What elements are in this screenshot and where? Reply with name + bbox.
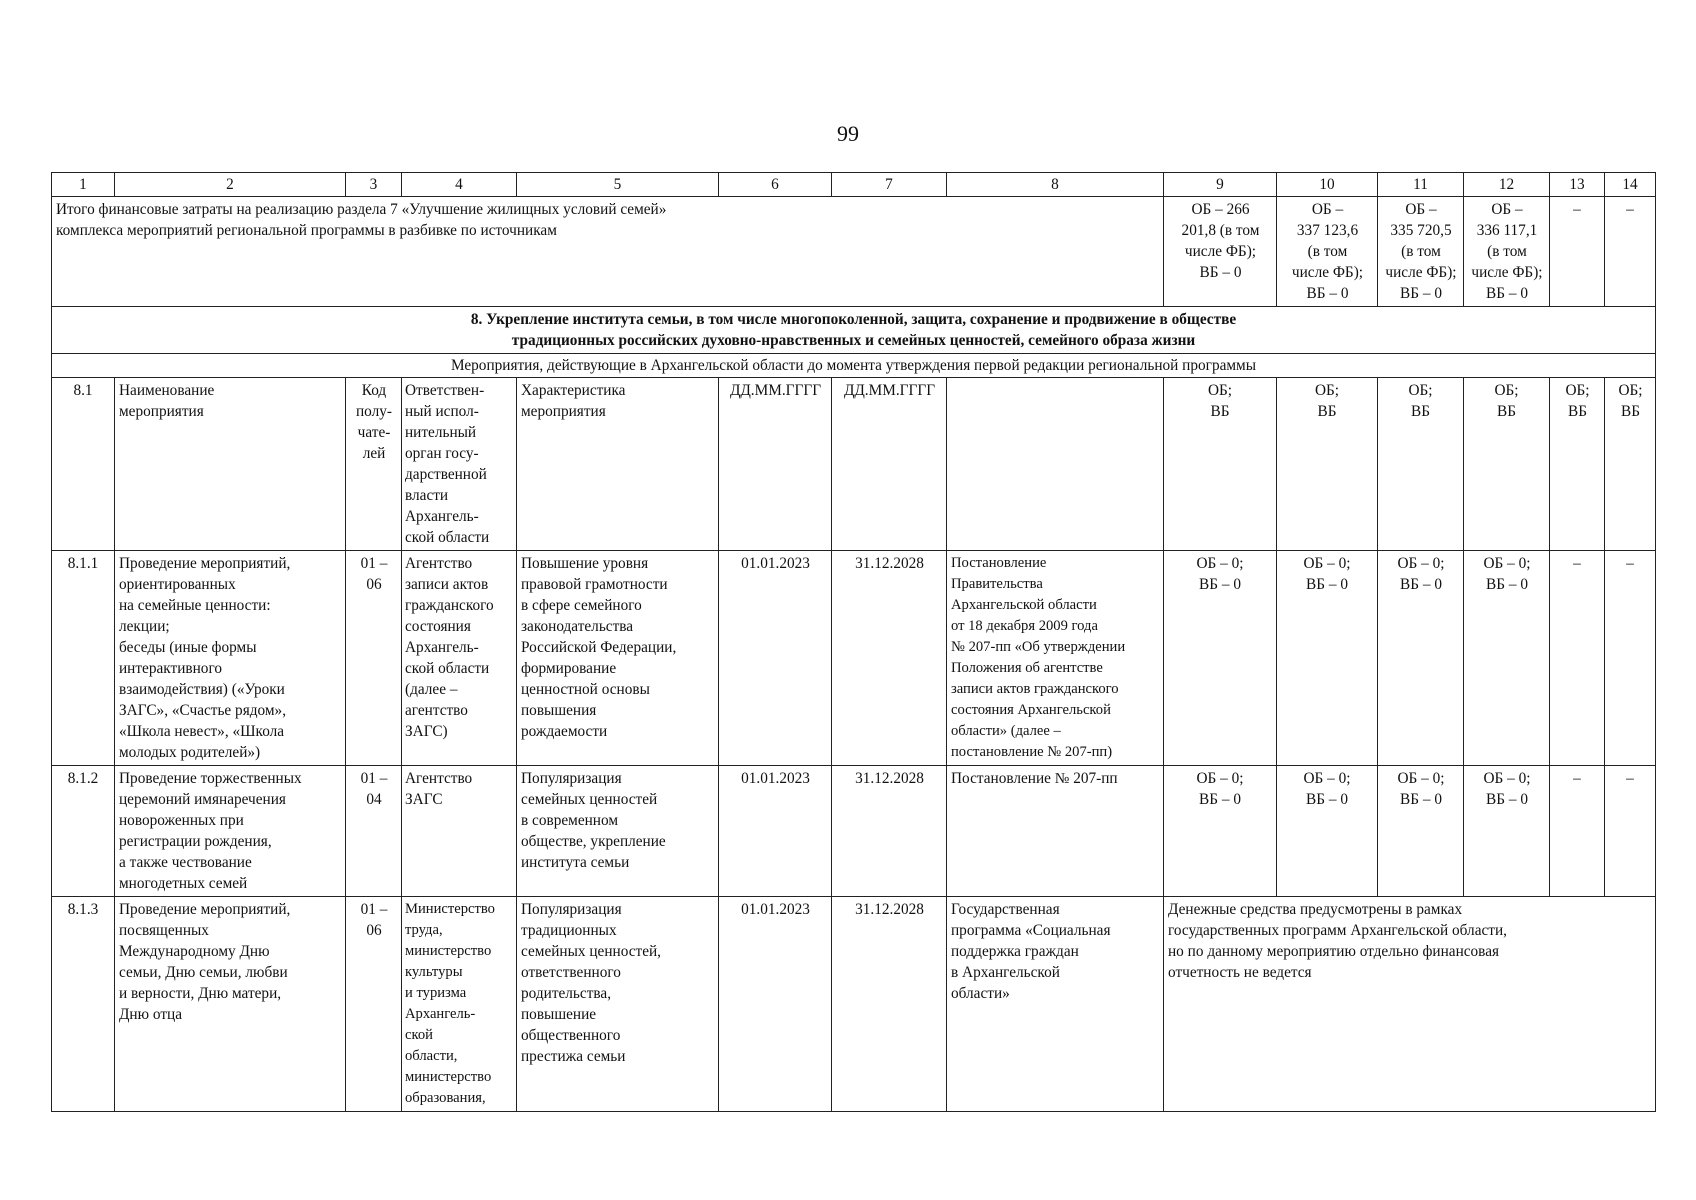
row-number: 8.1.2 bbox=[52, 766, 115, 897]
total-c12: ОБ – 336 117,1 (в том числе ФБ); ВБ – 0 bbox=[1464, 197, 1550, 307]
row-basis: Государственная программа «Социальная поддержка граждан в Архангельской области» bbox=[947, 897, 1164, 1112]
column-number: 10 bbox=[1277, 173, 1378, 197]
table-row bbox=[52, 766, 1656, 897]
row-c12: ОБ; ВБ bbox=[1464, 378, 1550, 551]
total-c11: ОБ – 335 720,5 (в том числе ФБ); ВБ – 0 bbox=[1378, 197, 1464, 307]
row-basis bbox=[947, 378, 1164, 551]
row-description: Популяризация семейных ценностей в современном обществе, укрепление института семьи bbox=[517, 766, 719, 897]
column-number: 1 bbox=[52, 173, 115, 197]
row-end: 31.12.2028 bbox=[832, 897, 947, 1112]
table-row bbox=[52, 551, 1656, 766]
row-number: 8.1.3 bbox=[52, 897, 115, 1112]
row-c9: ОБ; ВБ bbox=[1164, 378, 1277, 551]
row-executor: Министерство труда, министерство культуры и туризма Архангель- ской области, министерство образования, bbox=[402, 897, 517, 1112]
row-end: 31.12.2028 bbox=[832, 551, 947, 766]
row-c14: – bbox=[1605, 551, 1656, 766]
row-c10: ОБ – 0; ВБ – 0 bbox=[1277, 551, 1378, 766]
row-c12: ОБ – 0; ВБ – 0 bbox=[1464, 766, 1550, 897]
total-c14: – bbox=[1605, 197, 1656, 307]
column-number: 12 bbox=[1464, 173, 1550, 197]
column-number: 14 bbox=[1605, 173, 1656, 197]
row-executor: Ответствен- ный испол- нительный орган госу- дарственной власти Архангель- ской области bbox=[402, 378, 517, 551]
total-c10: ОБ – 337 123,6 (в том числе ФБ); ВБ – 0 bbox=[1277, 197, 1378, 307]
column-number: 5 bbox=[517, 173, 719, 197]
row-start: 01.01.2023 bbox=[719, 551, 832, 766]
section-title: 8. Укрепление института семьи, в том числе многопоколенной, защита, сохранение и продвижение в обществе традиционных российских духовно-нравственных и семейных ценностей, семейного образа жизни bbox=[52, 307, 1656, 354]
row-executor: Агентство записи актов гражданского состояния Архангель- ской области (далее – агентство ЗАГС) bbox=[402, 551, 517, 766]
row-c13: – bbox=[1550, 551, 1605, 766]
row-c14: ОБ; ВБ bbox=[1605, 378, 1656, 551]
page-number: 99 bbox=[837, 121, 859, 146]
table-row bbox=[52, 897, 1656, 1112]
section-title-row bbox=[52, 307, 1656, 354]
row-c14: – bbox=[1605, 766, 1656, 897]
row-c11: ОБ – 0; ВБ – 0 bbox=[1378, 766, 1464, 897]
row-basis: Постановление № 207-пп bbox=[947, 766, 1164, 897]
row-c11: ОБ – 0; ВБ – 0 bbox=[1378, 551, 1464, 766]
row-c11: ОБ; ВБ bbox=[1378, 378, 1464, 551]
program-table bbox=[51, 172, 1656, 1112]
column-number: 4 bbox=[402, 173, 517, 197]
row-c13: ОБ; ВБ bbox=[1550, 378, 1605, 551]
column-number: 7 bbox=[832, 173, 947, 197]
row-c10: ОБ; ВБ bbox=[1277, 378, 1378, 551]
row-start: ДД.ММ.ГГГГ bbox=[719, 378, 832, 551]
row-funding-note: Денежные средства предусмотрены в рамках государственных программ Архангельской области, но по данному мероприятию отдельно финансовая отчетность не ведется bbox=[1164, 897, 1656, 1112]
column-number: 9 bbox=[1164, 173, 1277, 197]
row-name: Наименование мероприятия bbox=[115, 378, 346, 551]
column-number: 6 bbox=[719, 173, 832, 197]
column-number: 3 bbox=[346, 173, 402, 197]
row-description: Популяризация традиционных семейных ценностей, ответственного родительства, повышение общественного престижа семьи bbox=[517, 897, 719, 1112]
row-c13: – bbox=[1550, 766, 1605, 897]
row-end: ДД.ММ.ГГГГ bbox=[832, 378, 947, 551]
row-number: 8.1 bbox=[52, 378, 115, 551]
row-code: 01 – 06 bbox=[346, 897, 402, 1112]
row-name: Проведение торжественных церемоний имянаречения новороженных при регистрации рождения, а также чествование многодетных семей bbox=[115, 766, 346, 897]
column-number-row bbox=[52, 173, 1656, 197]
column-number: 8 bbox=[947, 173, 1164, 197]
total-c9: ОБ – 266 201,8 (в том числе ФБ); ВБ – 0 bbox=[1164, 197, 1277, 307]
row-executor: Агентство ЗАГС bbox=[402, 766, 517, 897]
table-row bbox=[52, 378, 1656, 551]
row-start: 01.01.2023 bbox=[719, 766, 832, 897]
row-basis: Постановление Правительства Архангельской области от 18 декабря 2009 года № 207-пп «Об утверждении Положения об агентстве записи актов гражданского состояния Архангельской области» (далее – постановление № 207-пп) bbox=[947, 551, 1164, 766]
column-number: 2 bbox=[115, 173, 346, 197]
column-number: 11 bbox=[1378, 173, 1464, 197]
total-row bbox=[52, 197, 1656, 307]
row-start: 01.01.2023 bbox=[719, 897, 832, 1112]
row-description: Повышение уровня правовой грамотности в сфере семейного законодательства Российской Федерации, формирование ценностной основы повышения рождаемости bbox=[517, 551, 719, 766]
subsection-title: Мероприятия, действующие в Архангельской области до момента утверждения первой редакции региональной программы bbox=[52, 354, 1656, 378]
row-end: 31.12.2028 bbox=[832, 766, 947, 897]
row-code: 01 – 04 bbox=[346, 766, 402, 897]
column-number: 13 bbox=[1550, 173, 1605, 197]
row-code: Код полу- чате- лей bbox=[346, 378, 402, 551]
row-name: Проведение мероприятий, ориентированных на семейные ценности: лекции; беседы (иные формы интерактивного взаимодействия) («Уроки ЗАГС», «Счастье рядом», «Школа невест», «Школа молодых родителей») bbox=[115, 551, 346, 766]
total-c13: – bbox=[1550, 197, 1605, 307]
row-number: 8.1.1 bbox=[52, 551, 115, 766]
row-description: Характеристика мероприятия bbox=[517, 378, 719, 551]
subsection-title-row bbox=[52, 354, 1656, 378]
row-c10: ОБ – 0; ВБ – 0 bbox=[1277, 766, 1378, 897]
row-c12: ОБ – 0; ВБ – 0 bbox=[1464, 551, 1550, 766]
row-c9: ОБ – 0; ВБ – 0 bbox=[1164, 551, 1277, 766]
row-code: 01 – 06 bbox=[346, 551, 402, 766]
total-label: Итого финансовые затраты на реализацию раздела 7 «Улучшение жилищных условий семей» комплекса мероприятий региональной программы в разбивке по источникам bbox=[52, 197, 1164, 307]
row-name: Проведение мероприятий, посвященных Международному Дню семьи, Дню семьи, любви и верности, Дню матери, Дню отца bbox=[115, 897, 346, 1112]
row-c9: ОБ – 0; ВБ – 0 bbox=[1164, 766, 1277, 897]
